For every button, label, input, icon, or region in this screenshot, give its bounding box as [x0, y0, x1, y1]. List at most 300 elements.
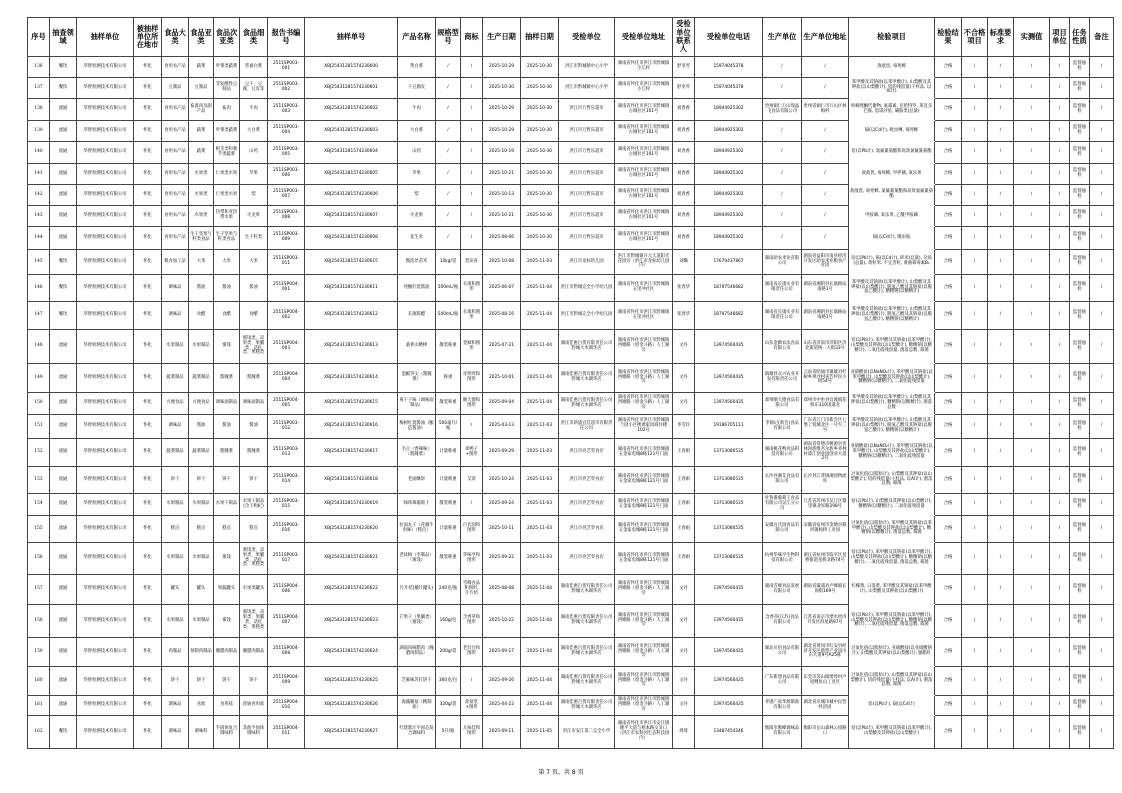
cell-org: 华智检测技术有限公司: [77, 415, 134, 439]
cell-result: 合格: [935, 275, 962, 302]
cell-product: 芒果干（果脯类）（蜜饯）: [398, 605, 436, 638]
cell-unit: 洪江市亮艺零食店: [559, 467, 615, 494]
cell-sdate: 2025-11-04: [521, 275, 559, 302]
table-row: [28, 415, 1114, 439]
cell-contact: 刘春香: [673, 142, 695, 164]
column-header: 标准要求: [988, 18, 1014, 57]
cell-items: 苯甲酸及其钠盐(以苯甲酸计), 山梨酸及其钾盐(以山梨酸计), 铝的残留量(干样品, 以Al计): [849, 78, 935, 99]
cell-field: 流通: [50, 99, 77, 121]
cell-itemunit: /: [1050, 439, 1070, 467]
cell-report: 2511SP003-001: [268, 57, 305, 78]
cell-sdate: 2025-11-04: [521, 638, 559, 667]
cell-unit: 湖南佳惠百货有限责任公司黔城大木湖华店: [559, 638, 615, 667]
cell-remark: /: [1090, 330, 1114, 364]
cell-product: 火龙果: [398, 206, 436, 227]
cell-addr: 湖南省怀化市洪江市黔城镇五金家电城8栋121号门面: [615, 439, 673, 467]
cell-unit: 湖南佳惠百货有限责任公司黔城大木湖华店: [559, 605, 615, 638]
cell-paddr: /: [802, 78, 849, 99]
cell-org: 华智检测技术有限公司: [77, 667, 134, 696]
cell-result: 合格: [935, 439, 962, 467]
cell-brand: /: [461, 494, 483, 516]
cell-pdate: 2025-09-29: [483, 439, 521, 467]
cell-sdate: 2025-11-04: [521, 667, 559, 696]
cell-sdate: 2025-11-04: [521, 364, 559, 393]
cell-measured: /: [1014, 393, 1050, 415]
cell-sub: 畜禽肉及副产品: [189, 99, 214, 121]
cell-task: 监督抽检: [1070, 696, 1090, 716]
cell-product: 爽干子味（调味面制品）: [398, 393, 436, 415]
cell-producer: /: [763, 206, 802, 227]
cell-itemunit: /: [1050, 638, 1070, 667]
cell-brand: 辜鸭子+图形: [461, 439, 483, 467]
cell-items: 铅(以Pb计), 镉(以Cd计), 碎米(总量), 杂质(总量), 黄粒米, 不完善粒, 黄曲霉毒素B₁: [849, 250, 935, 275]
cell-task: 监督抽检: [1070, 227, 1090, 250]
cell-itemunit: /: [1050, 543, 1070, 575]
cell-fail: /: [962, 164, 988, 185]
cell-fail: /: [962, 543, 988, 575]
column-header: 项目单位: [1050, 18, 1070, 57]
cell-task: 监督抽检: [1070, 275, 1090, 302]
cell-sdate: 2025-10-30: [521, 142, 559, 164]
cell-city: 怀化: [134, 516, 162, 543]
cell-sample: XBJ25431281574230605: [305, 164, 398, 185]
cell-paddr: /: [802, 164, 849, 185]
cell-remark: /: [1090, 121, 1114, 142]
cell-fine: 普通食用盐: [240, 696, 268, 716]
cell-subsub: 腌腊肉制品: [214, 638, 240, 667]
cell-product: 湖南风味腊肉（腌腊肉制品）: [398, 638, 436, 667]
cell-sub: 水果类: [189, 206, 214, 227]
cell-sdate: 2025-11-04: [521, 330, 559, 364]
cell-fail: /: [962, 142, 988, 164]
cell-unit: 洪江市亮艺零食店: [559, 494, 615, 516]
cell-sdate: 2025-10-30: [521, 57, 559, 78]
cell-fine: 酱腌菜: [240, 439, 268, 467]
cell-org: 华智检测技术有限公司: [77, 467, 134, 494]
cell-task: 监督抽检: [1070, 302, 1090, 330]
column-header: 生产单位地址: [802, 18, 849, 57]
cell-report: 2511SP004-003: [268, 330, 305, 364]
cell-result: 合格: [935, 99, 962, 121]
cell-cat: 水果制品: [162, 543, 189, 575]
cell-addr: 湖南省怀化市洪江市黔城镇五金家电城8栋121号门面: [615, 516, 673, 543]
cell-pdate: 2025-03-13: [483, 415, 521, 439]
cell-task: 监督抽检: [1070, 330, 1090, 364]
cell-result: 合格: [935, 543, 962, 575]
cell-sdate: 2025-11-04: [521, 393, 559, 415]
cell-std: /: [988, 364, 1014, 393]
cell-fail: /: [962, 330, 988, 364]
cell-remark: /: [1090, 696, 1114, 716]
cell-paddr: 江苏省苏州市吴江区黎里镇北厍路298号: [802, 494, 849, 516]
cell-report: 2511SP003-011: [268, 250, 305, 275]
cell-product: 大白菜: [398, 121, 436, 142]
cell-report: 2511SP003-008: [268, 206, 305, 227]
cell-sub: 生干坚果与籽类食品: [189, 227, 214, 250]
cell-product: 片片桔(橘片罐头): [398, 575, 436, 605]
cell-city: 怀化: [134, 415, 162, 439]
cell-brand: 长康和图形: [461, 302, 483, 330]
cell-pdate: 2025-09-11: [483, 716, 521, 749]
cell-no: 137: [28, 78, 50, 99]
cell-producer: 孝感广盐华源制盐有限公司: [763, 696, 802, 716]
cell-report: 2511SP003-002: [268, 78, 305, 99]
cell-producer: 湖南雪峰食品发展有限公司: [763, 575, 802, 605]
cell-report: 2511SP003-003: [268, 99, 305, 121]
cell-measured: /: [1014, 605, 1050, 638]
cell-itemunit: /: [1050, 716, 1070, 749]
cell-sdate: 2025-10-30: [521, 121, 559, 142]
cell-pdate: 2025-10-29: [483, 121, 521, 142]
cell-items: 铅(以Pb计), 苯甲酸及其钠盐(以苯甲酸计), 山梨酸及其钾盐(以山梨酸计), 糖精钠(以糖精计), 二氧化硫残留量, 菌落总数, 霉菌: [849, 330, 935, 364]
cell-itemunit: /: [1050, 185, 1070, 206]
cell-measured: /: [1014, 494, 1050, 516]
cell-producer: 衡阳市衡峰调味品有限公司: [763, 716, 802, 749]
column-header: 食品亚类: [189, 18, 214, 57]
cell-phone: 13487454246: [695, 716, 763, 749]
cell-cat: 食用农产品: [162, 185, 189, 206]
cell-task: 监督抽检: [1070, 516, 1090, 543]
cell-phone: 13974560435: [695, 364, 763, 393]
table-row: [28, 638, 1114, 667]
cell-spec: 计量称重: [436, 439, 461, 467]
cell-cat: 调味品: [162, 302, 189, 330]
cell-cat: 蔬菜制品: [162, 364, 189, 393]
cell-fine: 食醋: [240, 302, 268, 330]
cell-subsub: 半固体复合调味料: [214, 716, 240, 749]
cell-phone: 18944925302: [695, 142, 763, 164]
cell-cat: 食用农产品: [162, 164, 189, 185]
cell-itemunit: /: [1050, 227, 1070, 250]
cell-no: 161: [28, 696, 50, 716]
cell-org: 华智检测技术有限公司: [77, 638, 134, 667]
cell-items: 亚硝酸盐(以NaNO₂计), 苯甲酸及其钠盐(以苯甲酸计), 山梨酸及其钾盐(以山梨酸计), 糖精钠(以糖精计), 二氧化硫残留量: [849, 439, 935, 467]
cell-spec: 10kg/袋: [436, 250, 461, 275]
cell-remark: /: [1090, 667, 1114, 696]
cell-no: 157: [28, 575, 50, 605]
cell-subsub: 酱油: [214, 275, 240, 302]
cell-items: 柠檬黄, 日落黄, 苯甲酸及其钠盐(以苯甲酸计), 山梨酸及其钾盐(以山梨酸计): [849, 575, 935, 605]
cell-no: 144: [28, 227, 50, 250]
cell-result: 合格: [935, 142, 962, 164]
cell-sub: 水果类: [189, 185, 214, 206]
cell-measured: /: [1014, 330, 1050, 364]
cell-report: 2511SP004-001: [268, 275, 305, 302]
cell-fine: 水果类罐头: [240, 575, 268, 605]
cell-remark: /: [1090, 250, 1114, 275]
cell-items: 铅(以Pb计), 氯氟氰菊酯和高效氯氟氰菊酯: [849, 142, 935, 164]
cell-phone: 18944925302: [695, 164, 763, 185]
cell-fine: 大米: [240, 250, 268, 275]
cell-fine: 蜜饯类、凉果类、果脯类、话化类、果糕类: [240, 543, 268, 575]
cell-items: 过氧化值(以脂肪计), 山梨酸及其钾盐(以山梨酸计), 铝的残留量(干样品, 以Al计), 菌落总数, 霉菌: [849, 667, 935, 696]
cell-spec: /: [436, 78, 461, 99]
cell-sub: 蔬菜制品: [189, 439, 214, 467]
cell-subsub: 酱腌菜: [214, 364, 240, 393]
cell-city: 怀化: [134, 575, 162, 605]
cell-producer: 湖南桃花鸭食品科技有限公司: [763, 439, 802, 467]
cell-fail: /: [962, 415, 988, 439]
cell-pdate: 2025-09-04: [483, 393, 521, 415]
cell-remark: /: [1090, 364, 1114, 393]
cell-no: 142: [28, 185, 50, 206]
cell-producer: /: [763, 78, 802, 99]
cell-fail: /: [962, 206, 988, 227]
cell-contact: 刘春香: [673, 164, 695, 185]
cell-std: /: [988, 543, 1014, 575]
cell-unit: 洪江市黔城完全小学幼儿园: [559, 302, 615, 330]
cell-measured: /: [1014, 57, 1050, 78]
cell-paddr: 湖南省益阳市南县经济开发区助农米业粮食产业园: [802, 250, 849, 275]
cell-subsub: 仁果类水果: [214, 164, 240, 185]
cell-org: 华智检测技术有限公司: [77, 364, 134, 393]
cell-sdate: 2025-11-03: [521, 415, 559, 439]
cell-org: 华智检测技术有限公司: [77, 121, 134, 142]
cell-contact: 周琦: [673, 716, 695, 749]
cell-fine: 饼干: [240, 467, 268, 494]
cell-brand: 九味佳和图形: [461, 716, 483, 749]
cell-remark: /: [1090, 393, 1114, 415]
cell-report: 2511SP003-006: [268, 164, 305, 185]
cell-std: /: [988, 185, 1014, 206]
cell-field: 流通: [50, 543, 77, 575]
cell-no: 138: [28, 99, 50, 121]
cell-brand: 华味亨和图形: [461, 543, 483, 575]
cell-measured: /: [1014, 667, 1050, 696]
cell-pdate: 2025-10-11: [483, 516, 521, 543]
cell-subsub: 大米: [214, 250, 240, 275]
cell-contact: 文丹: [673, 393, 695, 415]
cell-cat: 蔬菜制品: [162, 439, 189, 467]
cell-paddr: 贵州省铜仁市万山区林梅村: [802, 99, 849, 121]
cell-no: 159: [28, 638, 50, 667]
cell-phone: 13713080535: [695, 516, 763, 543]
cell-phone: 18944925302: [695, 121, 763, 142]
table-row: [28, 516, 1114, 543]
cell-no: 136: [28, 57, 50, 78]
cell-task: 监督抽检: [1070, 467, 1090, 494]
cell-cat: 饼干: [162, 667, 189, 696]
cell-sdate: 2025-11-04: [521, 605, 559, 638]
cell-report: 2511SP003-004: [268, 121, 305, 142]
cell-city: 怀化: [134, 543, 162, 575]
cell-sdate: 2025-10-30: [521, 185, 559, 206]
cell-no: 149: [28, 364, 50, 393]
cell-fail: /: [962, 696, 988, 716]
table-row: [28, 250, 1114, 275]
cell-cat: 肉制品: [162, 638, 189, 667]
cell-paddr: /: [802, 227, 849, 250]
cell-producer: 安徽百氏园食品有限公司: [763, 516, 802, 543]
cell-sample: XBJ25431281574230615: [305, 393, 398, 415]
cell-report: 2511SP004-007: [268, 605, 305, 638]
cell-fail: /: [962, 275, 988, 302]
cell-unit: 洪江市万哲乐超市: [559, 142, 615, 164]
cell-sub: 蔬菜: [189, 121, 214, 142]
cell-remark: /: [1090, 467, 1114, 494]
cell-cat: 调味品: [162, 275, 189, 302]
cell-city: 怀化: [134, 250, 162, 275]
cell-paddr: 湖南省溆浦县卢峰镇长岗街169号: [802, 575, 849, 605]
cell-unit: 洪江市万哲乐超市: [559, 164, 615, 185]
cell-cat: 食用农产品: [162, 142, 189, 164]
cell-org: 华智检测技术有限公司: [77, 206, 134, 227]
cell-brand: 百氏园和图形: [461, 516, 483, 543]
cell-items: 敌敌畏, 毒死蜱, 甲拌磷, 氧乐果: [849, 164, 935, 185]
cell-pdate: 2025-08-08: [483, 575, 521, 605]
cell-field: 流通: [50, 638, 77, 667]
cell-product: 长康陈醋: [398, 302, 436, 330]
cell-sdate: 2025-11-04: [521, 696, 559, 716]
cell-sdate: 2025-10-30: [521, 78, 559, 99]
cell-spec: 散装称重: [436, 494, 461, 516]
cell-no: 154: [28, 494, 50, 516]
cell-fine: 梨: [240, 185, 268, 206]
table-row: [28, 121, 1114, 142]
cell-org: 华智检测技术有限公司: [77, 575, 134, 605]
cell-subsub: 饼干: [214, 467, 240, 494]
cell-result: 合格: [935, 364, 962, 393]
cell-itemunit: /: [1050, 99, 1070, 121]
cell-producer: 郑州顺天德食品有限公司: [763, 393, 802, 415]
cell-phone: 13713080535: [695, 494, 763, 516]
cell-remark: /: [1090, 439, 1114, 467]
cell-paddr: 广东省江门市新会区七堡工贸城北区一号至二号: [802, 415, 849, 439]
cell-spec: 160g/包: [436, 605, 461, 638]
cell-sub: 蔬菜: [189, 57, 214, 78]
cell-subsub: 食醋: [214, 302, 240, 330]
cell-std: /: [988, 227, 1014, 250]
cell-task: 监督抽检: [1070, 415, 1090, 439]
cell-unit: 湖南佳惠百货有限责任公司黔城大木湖华店: [559, 364, 615, 393]
cell-city: 怀化: [134, 494, 162, 516]
cell-contact: 文丹: [673, 638, 695, 667]
cell-pdate: 2025-09-26: [483, 667, 521, 696]
cell-field: 流通: [50, 696, 77, 716]
cell-cat: 罐头: [162, 575, 189, 605]
cell-brand: 贺田喜: [461, 250, 483, 275]
cell-sdate: 2025-10-30: [521, 227, 559, 250]
cell-producer: /: [763, 227, 802, 250]
column-header: 产品名称: [398, 18, 436, 57]
cell-city: 怀化: [134, 78, 162, 99]
cell-brand: /: [461, 667, 483, 696]
cell-result: 合格: [935, 696, 962, 716]
cell-subsub: 蜜饯: [214, 605, 240, 638]
cell-contact: 刘春香: [673, 99, 695, 121]
cell-contact: 王春娟: [673, 439, 695, 467]
cell-spec: 240克/瓶: [436, 575, 461, 605]
cell-result: 合格: [935, 667, 962, 696]
cell-phone: 18944925302: [695, 99, 763, 121]
cell-items: 铅(以Pb计), 苯甲酸及其钠盐(以苯甲酸计), 山梨酸及其钾盐(以山梨酸计), 糖精钠(以糖精计), 二氧化硫残留量, 菌落总数, 霉菌: [849, 605, 935, 638]
cell-std: /: [988, 516, 1014, 543]
cell-product: 桑葚山楂棒: [398, 330, 436, 364]
cell-no: 146: [28, 275, 50, 302]
cell-paddr: 衡阳市岳山森林公园路口: [802, 716, 849, 749]
cell-brand: 艾哥: [461, 467, 483, 494]
cell-paddr: 郑州市中牟县官渡镇花桥东310国道北: [802, 393, 849, 415]
cell-unit: 湖南佳惠百货有限责任公司黔城大木湖华店: [559, 696, 615, 716]
cell-field: 流通: [50, 467, 77, 494]
table-row: [28, 330, 1114, 364]
cell-addr: 湖南省怀化市洪江市黔城镇五里冲社区: [615, 275, 673, 302]
cell-fail: /: [962, 364, 988, 393]
cell-producer: /: [763, 121, 802, 142]
cell-city: 怀化: [134, 439, 162, 467]
cell-pdate: 2025-09-24: [483, 494, 521, 516]
cell-report: 2511SP003-014: [268, 467, 305, 494]
cell-std: /: [988, 667, 1014, 696]
cell-city: 怀化: [134, 364, 162, 393]
cell-unit: 洪江市安江第二完全小学: [559, 716, 615, 749]
cell-unit: 洪江市新盛宜佳超市有限责任公司: [559, 415, 615, 439]
cell-city: 怀化: [134, 638, 162, 667]
cell-contact: 文丹: [673, 696, 695, 716]
cell-addr: 湖南省怀化市洪江市黔城镇古城社区101号: [615, 121, 673, 142]
cell-spec: /: [436, 227, 461, 250]
cell-no: 148: [28, 330, 50, 364]
cell-city: 怀化: [134, 393, 162, 415]
cell-field: 餐饮: [50, 57, 77, 78]
cell-fail: /: [962, 516, 988, 543]
cell-subsub: 糕点: [214, 516, 240, 543]
cell-addr: 湖南省怀化市洪江市黔城镇古城社区101号: [615, 227, 673, 250]
cell-field: 餐饮: [50, 250, 77, 275]
cell-addr: 洪江市黔城镇开元大道阳光花园旁（洪江市龙标幼儿园内）: [615, 250, 673, 275]
cell-paddr: 长沙县江背镇湘园物流库: [802, 467, 849, 494]
cell-fine: 大白菜: [240, 121, 268, 142]
column-header: 受检单位: [559, 18, 615, 57]
cell-std: /: [988, 605, 1014, 638]
cell-field: 流通: [50, 605, 77, 638]
table-row: [28, 185, 1114, 206]
cell-result: 合格: [935, 78, 962, 99]
cell-sdate: 2025-11-03: [521, 494, 559, 516]
cell-measured: /: [1014, 543, 1050, 575]
cell-contact: 文丹: [673, 575, 695, 605]
cell-pdate: 2025-09-22: [483, 543, 521, 575]
cell-contact: 舒亚琴: [673, 57, 695, 78]
cell-brand: /: [461, 99, 483, 121]
cell-producer: /: [763, 164, 802, 185]
cell-subsub: 畜肉: [214, 99, 240, 121]
cell-no: 153: [28, 467, 50, 494]
cell-unit: 湖南佳惠百货有限责任公司黔城大木湖华店: [559, 575, 615, 605]
cell-result: 合格: [935, 227, 962, 250]
cell-subsub: 根茎类和薯芋类蔬菜: [214, 142, 240, 164]
cell-phone: 18797546682: [695, 275, 763, 302]
cell-no: 151: [28, 415, 50, 439]
cell-sub: 饼干: [189, 667, 214, 696]
cell-report: 2511SP003-007: [268, 185, 305, 206]
cell-unit: 湖南佳惠百货有限责任公司黔城大木湖华店: [559, 393, 615, 415]
table-row: [28, 142, 1114, 164]
cell-org: 华智检测技术有限公司: [77, 78, 134, 99]
column-header: 检验项目: [849, 18, 935, 57]
cell-std: /: [988, 696, 1014, 716]
column-header: 生产单位: [763, 18, 802, 57]
cell-city: 怀化: [134, 605, 162, 638]
cell-remark: /: [1090, 302, 1114, 330]
cell-product: 花生米: [398, 227, 436, 250]
cell-cat: 糕点: [162, 516, 189, 543]
cell-subsub: 调味面制品: [214, 393, 240, 415]
cell-subsub: 蜜饯: [214, 330, 240, 364]
cell-addr: 湖南省怀化市洪江市黔城镇西塘路（原金斗路）人工湖旁: [615, 364, 673, 393]
cell-pdate: 2025-10-29: [483, 57, 521, 78]
cell-cat: 水果制品: [162, 330, 189, 364]
